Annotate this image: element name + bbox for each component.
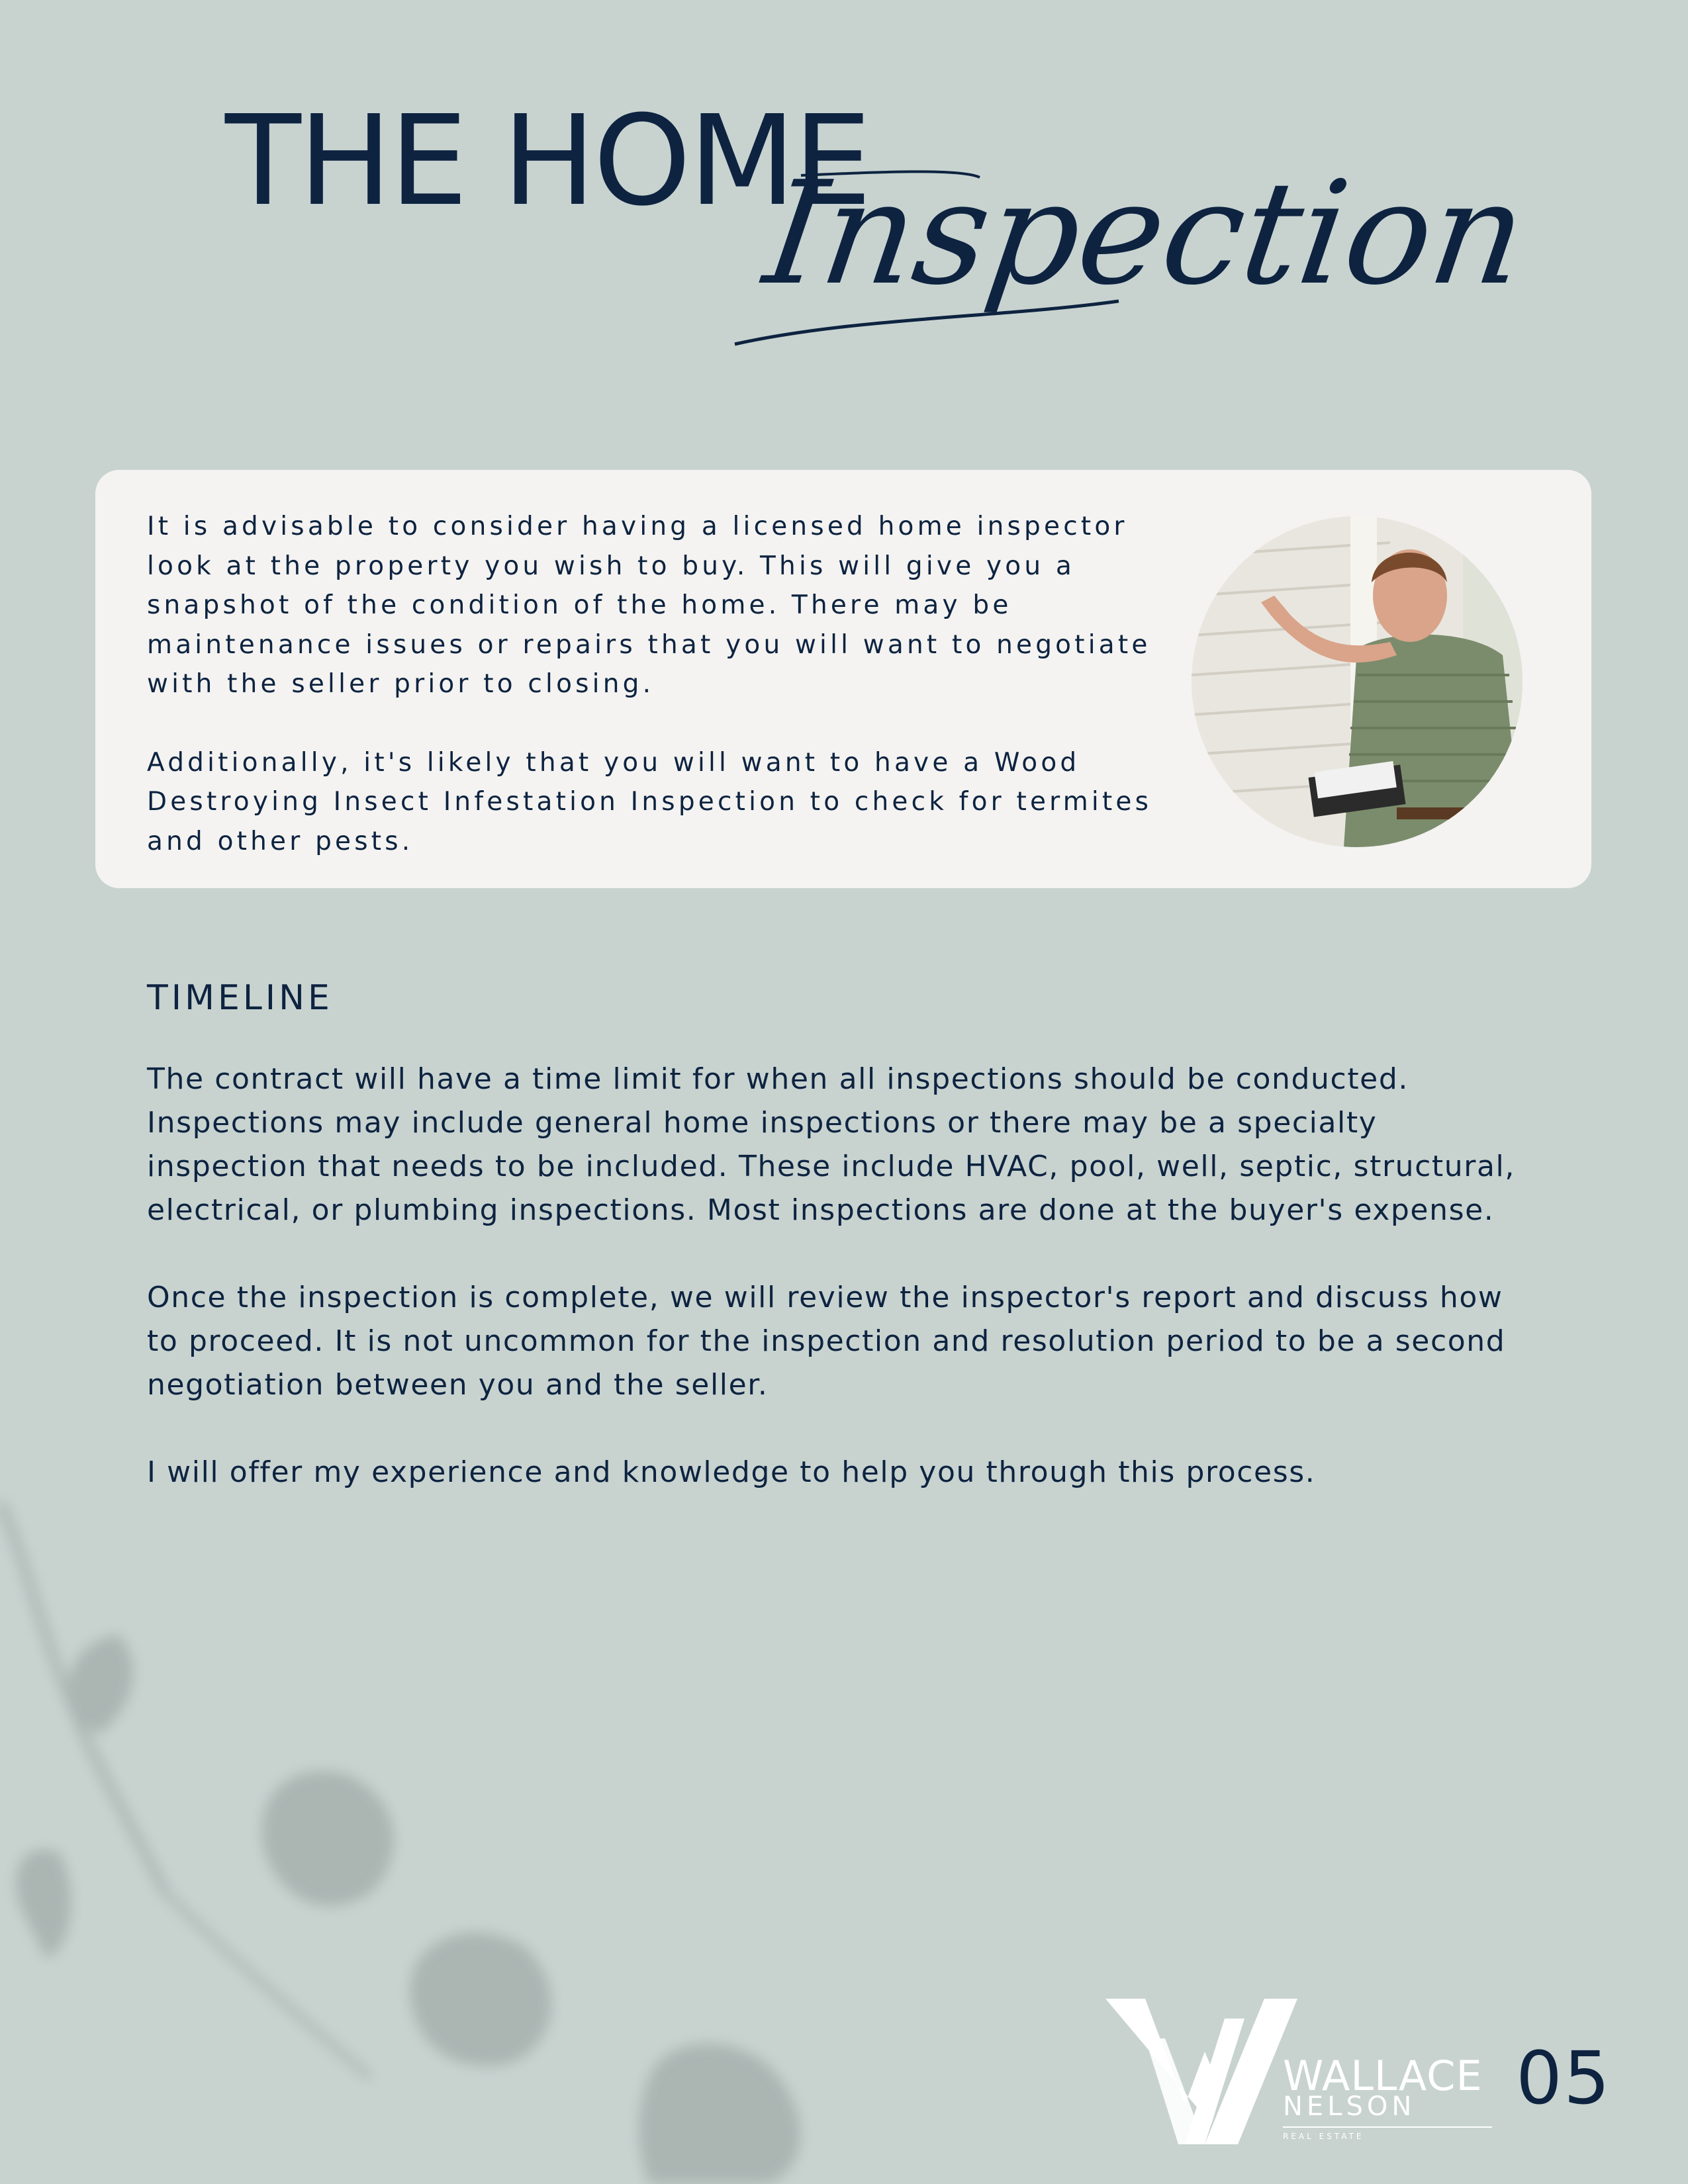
intro-paragraph: It is advisable to consider having a licensed home inspector look at the property you wish to buy. This will give you a snapshot of the condition of the home. There may be maintenance issues or repairs that you will want to negotiate with the seller prior to closing. bbox=[147, 512, 1151, 699]
page-title: THE HOME bbox=[225, 89, 870, 234]
logo-wordmark-wallace: WALLACE bbox=[1283, 2052, 1483, 2100]
inspector-photo bbox=[1192, 516, 1523, 847]
timeline-heading: TIMELINE bbox=[147, 978, 333, 1018]
timeline-paragraph: The contract will have a time limit for when all inspections should be conducted. Inspections may include general home inspections or there may be a specialty inspection that needs to be included. These include HVAC, pool, well, septic, structural, electrical, or plumbing inspections. Most inspections are done at the buyer's expense. bbox=[147, 1062, 1515, 1227]
timeline-paragraph: Once the inspection is complete, we will review the inspector's report and discuss how to proceed. It is not uncommon for the inspection and resolution period to be a second negotiation between you and the seller. bbox=[147, 1281, 1506, 1402]
wallace-nelson-logo-icon bbox=[1105, 1992, 1297, 2158]
page-title-script: Inspection bbox=[756, 150, 1536, 316]
page-number: 05 bbox=[1516, 2036, 1611, 2120]
logo-wordmark-real-estate: REAL ESTATE bbox=[1283, 2132, 1364, 2141]
intro-card bbox=[95, 470, 1591, 888]
brand-logo bbox=[1105, 1992, 1503, 2158]
logo-divider bbox=[1283, 2126, 1492, 2128]
timeline-body bbox=[147, 1058, 1537, 1494]
timeline-paragraph: I will offer my experience and knowledge to help you through this process. bbox=[147, 1455, 1316, 1489]
intro-text bbox=[147, 507, 1206, 861]
intro-paragraph: Additionally, it's likely that you will want to have a Wood Destroying Insect Infestation Inspection to check for termites and other pests. bbox=[147, 747, 1152, 856]
logo-wordmark-nelson: NELSON bbox=[1283, 2091, 1416, 2122]
leaf-shadow-decoration bbox=[0, 1482, 927, 2184]
